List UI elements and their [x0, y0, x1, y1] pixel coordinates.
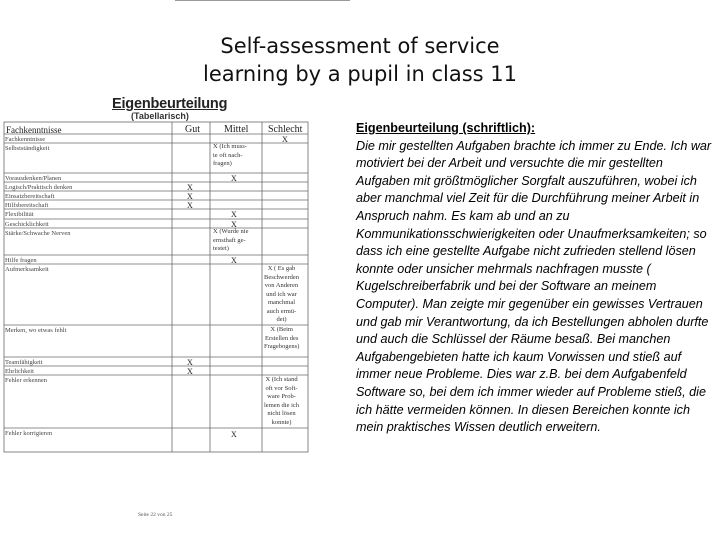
- slide-title-line-2: learning by a pupil in class 11: [203, 62, 517, 86]
- written-assessment-body: Die mir gestellten Aufgaben brachte ich immer zu Ende. Ich war motiviert bei der Arbeit und versuchte die mir gestellten Aufgaben mit größtmöglicher Sorgfalt auszuführen, wobei ich aber manchmal viel Zeit für die Durchführung meiner Arbeit in Anspruch nahm. Es kam ab und an zu Kommunikationsschwierigkeiten oder Unaufmerksamkeiten; so dass ich eine gestellte Aufgabe nicht zufrieden stellend lösen konnte oder unsicher mehrmals nachfragen musste ( Kugelschreiberfabrik und bei der Software an meinem Computer). Man zeigte mir gegenüber ein gewisses Vertrauen und gab mir Verantwortung, da ich Bestellungen abholen durfte und auch die Schlüssel der Räume besaß. Bei manchen Aufgabengebieten hatte ich kaum Vorwissen und stieß auf immer neue Probleme. Dies war z.B. bei dem Aufgabenfeld Software so, bei dem ich immer wieder auf Probleme stieß, die ich hätte vermeiden können. In diesen Bereichen konnte ich mein praktisches Wissen deutlich erweitern.: [356, 138, 712, 435]
- mark-x: X: [231, 174, 237, 183]
- row-label: Teamfähigkeit: [5, 359, 43, 366]
- row-label: Geschicklichkeit: [5, 221, 49, 228]
- row-label: Aufmerksamkeit: [5, 266, 49, 273]
- row-label: Merken, wo etwas fehlt: [5, 327, 67, 334]
- mark-x: X: [187, 358, 193, 367]
- mark-x: X: [187, 367, 193, 376]
- row-label: Logisch/Praktisch denken: [5, 184, 73, 191]
- written-assessment: [356, 120, 718, 437]
- column-header-mittel: Mittel: [224, 124, 249, 135]
- scan-heading: Eigenbeurteilung: [112, 96, 228, 112]
- mark-x: X: [231, 256, 237, 265]
- scan-subheading: (Tabellarisch): [131, 111, 189, 121]
- mark-x: X: [231, 220, 237, 229]
- table-note: X (Ich muss- te oft nach- fragen): [213, 143, 247, 167]
- column-header-gut: Gut: [185, 124, 200, 135]
- mark-x: X: [282, 135, 288, 144]
- mark-x: X: [187, 201, 193, 210]
- row-label: Ehrlichkeit: [5, 368, 34, 375]
- row-label: Selbstständigkeit: [5, 145, 50, 152]
- mark-x: X: [187, 192, 193, 201]
- row-label: Fachkenntnisse: [5, 136, 46, 143]
- page-footer: Seite 22 von 25: [138, 512, 173, 518]
- written-assessment-heading: Eigenbeurteilung (schriftlich):: [356, 121, 536, 135]
- table-note: X (Beim Erstellen des Fragebogens): [264, 326, 300, 350]
- row-label: Einsatzbereitschaft: [5, 193, 55, 200]
- mark-x: X: [187, 183, 193, 192]
- mark-x: X: [231, 210, 237, 219]
- table-note: X (Wurde nie ernsthaft ge- testet): [213, 228, 249, 252]
- slide-title-line-1: Self-assessment of service: [220, 34, 500, 58]
- row-label: Fehler erkennen: [5, 377, 48, 384]
- row-label: Vorausdenken/Planen: [5, 175, 62, 182]
- table-note: X ( Es gab Beschwerden von Anderen und ich war manchmal auch ermü- det): [264, 265, 300, 323]
- mark-x: X: [231, 430, 237, 439]
- row-label: Flexibilität: [5, 211, 34, 218]
- row-label: Fehler korrigieren: [5, 430, 53, 437]
- row-label: Hilfe fragen: [5, 257, 37, 264]
- row-label: Stärke/Schwache Nerven: [5, 230, 71, 237]
- row-label: Hilfsbereitschaft: [5, 202, 49, 209]
- table-note: X (Ich stand oft vor Soft- ware Prob- lemen die ich nicht lösen konnte): [264, 376, 300, 426]
- column-header-topic: Fachkenntnisse: [6, 125, 62, 135]
- column-header-schlecht: Schlecht: [268, 124, 303, 135]
